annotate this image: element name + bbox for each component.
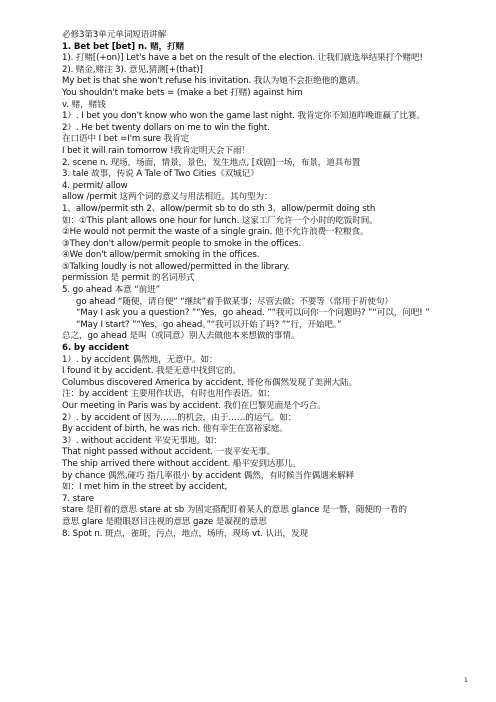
text-line: go ahead “随便，请自便” “继续”着手做某事；尽管去做；不要等（常用于祈使句） — [76, 296, 393, 307]
text-line: 必修3第3单元单词短语讲解 — [62, 30, 167, 40]
text-line: 1）. I bet you don't know who won the game last night. 我肯定你不知道昨晚谁赢了比赛。 — [62, 111, 425, 122]
text-line: 1). 打赌[(+on)] Let's have a bet on the result of the election. 让我们就选举结果打个赌吧! — [62, 53, 423, 64]
text-line: ④We don't allow/permit smoking in the offices. — [62, 250, 260, 261]
text-line: by chance 偶然,碰巧 指几率很小 by accident 偶然，有时候当作偶遇来解释 — [62, 470, 355, 481]
text-line: 2). 赌金,赌注 3). 意见,猜测[+(that)] — [62, 64, 203, 75]
text-line: 3. tale 故事，传说 A Tale of Two Cities《双城记》 — [62, 169, 259, 180]
text-line: You shouldn't make bets = (make a bet 打赌) against him — [62, 87, 303, 98]
text-line: v. 赌，赌钱 — [62, 99, 106, 110]
text-line: Columbus discovered America by accident. 哥伦布偶然发现了美洲大陆。 — [62, 377, 357, 388]
text-line: 总之，go ahead 是叫（或同意）别人去做他本来想做的事情。 — [62, 331, 300, 342]
page-number: 1 — [463, 676, 468, 684]
text-line: I bet it will rain tomorrow !我肯定明天会下雨！ — [62, 145, 250, 156]
text-line: 3）. without accident 平安无事地。如： — [62, 435, 222, 446]
text-line: 如：①This plant allows one hour for lunch. 这家工厂允许一个小时的吃饭时间。 — [62, 215, 378, 226]
text-line: 2）. He bet twenty dollars on me to win the fight. — [62, 122, 270, 133]
text-line: allow /permit 这两个词的意义与用法相近。其句型为： — [62, 192, 273, 203]
text-line: ③They don't allow/permit people to smoke in the offices. — [62, 238, 302, 249]
text-line: 2）. by accident of 因为……的机会，由于……的运气。如： — [62, 412, 297, 423]
text-line: ②He would not permit the waste of a single grain. 他不允许浪费一粒粮食。 — [62, 227, 369, 238]
text-line: 7. stare — [62, 493, 94, 504]
text-line: ⑤Talking loudly is not allowed/permitted in the library. — [62, 261, 290, 272]
text-line: 6. by accident — [62, 343, 129, 354]
text-line: 1. Bet bet [bet] n. 赌，打赌 — [62, 41, 185, 52]
text-line: I found it by accident. 我是无意中找到它的。 — [62, 366, 242, 377]
text-line: “May I start? ”“Yes，go ahead。”“我可以开始了吗? ”“行，开始吧。” — [76, 319, 342, 330]
text-line: 1）. by accident 偶然地，无意中。如： — [62, 354, 218, 365]
text-line: The ship arrived there without accident. 船平安到达那儿。 — [62, 458, 301, 469]
text-line: 5. go ahead 本意 “前进” — [62, 285, 160, 296]
text-line: 1、allow/permit sth 2、allow/permit sb to do sth 3、allow/permit doing sth — [62, 203, 376, 214]
text-line: 意思 glare 是瞪眼怒目注视的意思 gaze 是凝视的意思 — [62, 516, 267, 527]
text-line: 8. Spot n. 斑点，雀斑，污点，地点，场所，现场 vt. 认出，发现 — [62, 528, 309, 539]
text-line: My bet is that she won't refuse his invitation. 我认为她不会拒绝他的邀请。 — [62, 76, 365, 87]
text-line: By accident of birth, he was rich. 他有幸生在富裕家庭。 — [62, 424, 288, 435]
text-line: stare 是盯着的意思 stare at sb 为固定搭配盯着某人的意思 glance 是一瞥，随便的一看的 — [62, 505, 407, 516]
text-line: permission 是 permit 的名词形式 — [62, 273, 195, 284]
text-line: 如：I met him in the street by accident, — [62, 482, 228, 493]
text-line: 在口语中 I bet =I'm sure 我肯定 — [62, 134, 190, 145]
text-line: “May I ask you a question? ”“Yes，go ahead. ”“我可以问你一个问题吗? ”“可以，问吧! ” — [76, 308, 430, 319]
text-line: Our meeting in Paris was by accident. 我们在巴黎见面是个巧合。 — [62, 401, 326, 411]
text-line: 4. permit/ allow — [62, 180, 128, 191]
text-line: 2. scene n. 现场，场面，情景，景色，发生地点, [戏剧]一场，布景，道具布置 — [62, 157, 361, 168]
text-line: 注：by accident 主要用作状语，有时也用作表语。如： — [62, 389, 275, 400]
text-line: That night passed without accident. 一夜平安无事。 — [62, 447, 276, 458]
text-body — [62, 30, 474, 540]
